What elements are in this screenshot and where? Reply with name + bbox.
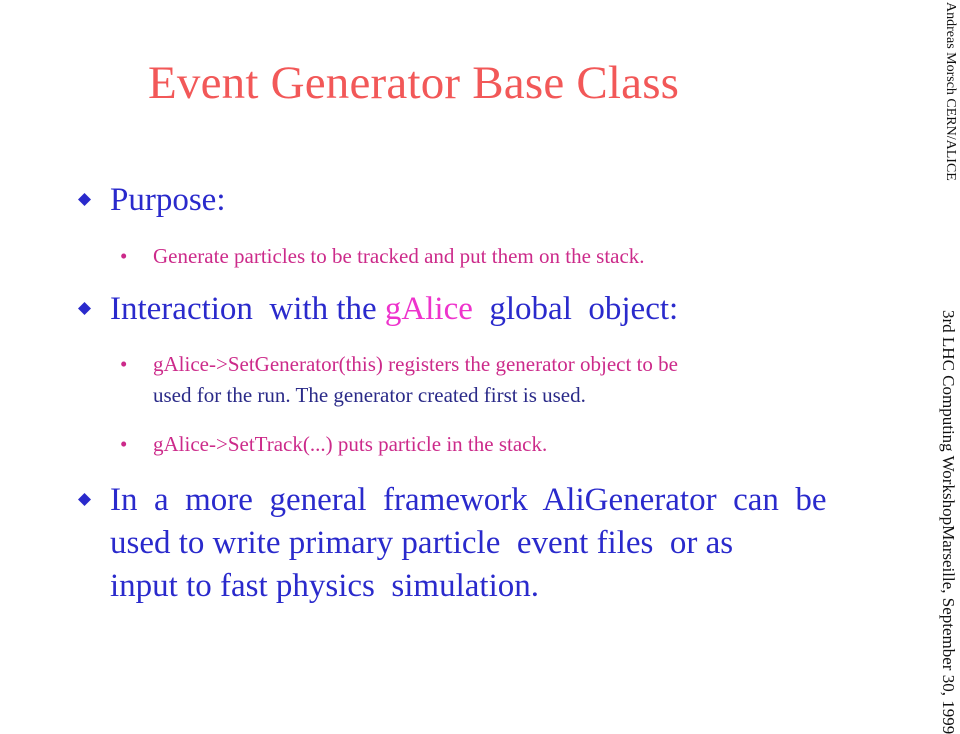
bullet-text-line-3: input to fast physics simulation. [110,568,539,604]
sidebar-author: Andreas Morsch CERN/ALICE [943,2,958,181]
diamond-bullet-icon [78,193,91,206]
sub-bullet-text: Generate particles to be tracked and put them on the stack. [153,244,645,268]
bullet-text-pre: Interaction with the [110,291,385,327]
bullet-text-line-1: In a more general framework AliGenerator can be [110,482,827,518]
bullet-text-line-2: used to write primary particle event files or as [110,525,734,561]
galice-highlight: gAlice [384,291,473,327]
sidebar-event: 3rd LHC Computing WorkshopMarseille, September 30, 1999 [939,310,958,734]
bullet-text: Purpose: [110,182,226,218]
bullet-text [110,288,678,331]
sub-bullet-text-line-2: used for the run. The generator created first is used. [153,383,586,407]
bullet-text-post: global object: [472,291,679,327]
dot-bullet-icon: • [120,352,128,376]
dot-bullet-icon: • [120,432,128,456]
diamond-bullet-icon [78,493,91,506]
sub-bullet-text: gAlice->SetTrack(...) puts particle in the stack. [153,432,548,456]
sub-bullet-text-line-1: gAlice->SetGenerator(this) registers the generator object to be [153,352,678,376]
dot-bullet-icon: • [120,244,128,268]
slide-title: Event Generator Base Class [148,57,680,109]
diamond-bullet-icon [78,302,91,315]
